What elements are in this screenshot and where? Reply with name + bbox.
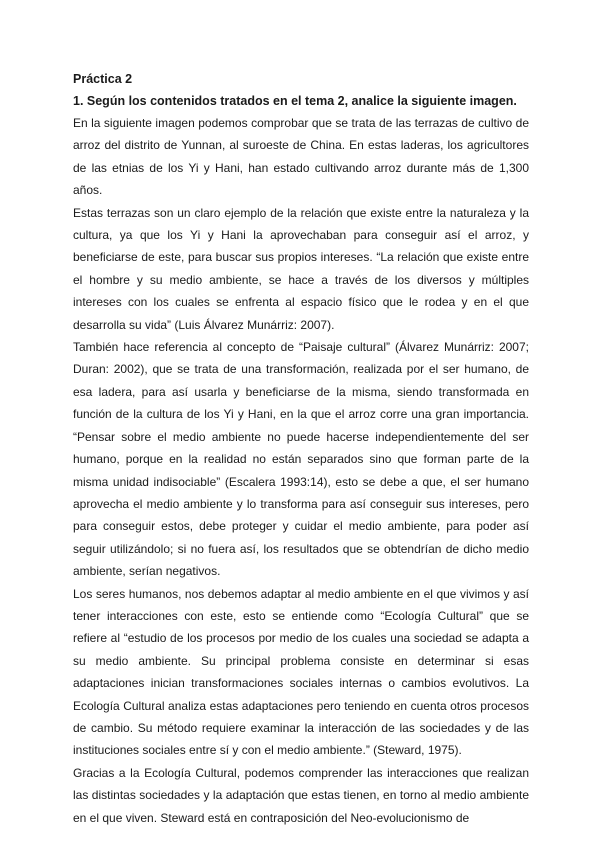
paragraph-terraces-intro: En la siguiente imagen podemos comprobar que se trata de las terrazas de cultivo de arroz del distrito de Yunnan, al suroeste de China. En estas laderas, los agricultores de las etnias de los Yi y Hani, han estado cultivando arroz durante más de 1,300 años. — [73, 116, 529, 198]
paragraph-cultural-ecology: Los seres humanos, nos debemos adaptar al medio ambiente en el que vivimos y así tener interacciones con este, esto se entiende como “Ecología Cultural” que se refiere al “estudio de los procesos por medio de los cuales una sociedad se adapta a su medio ambiente. Su principal problema consiste en determinar si esas adaptaciones inician transformaciones sociales internas o cambios evolutivos. La Ecología Cultural analiza estas adaptaciones pero teniendo en cuenta otros procesos de cambio. Su método requiere examinar la interacción de las sociedades y de las instituciones sociales entre sí y con el medio ambiente.” (Steward, 1975). — [73, 586, 529, 758]
paragraph-nature-culture: Estas terrazas son un claro ejemplo de la relación que existe entre la naturaleza y la cultura, ya que los Yi y Hani la aprovechaban para conseguir así el arroz, y beneficiarse de este, para buscar sus propios intereses. “La relación que existe entre el hombre y su medio ambiente, se hace a través de los diversos y múltiples intereses con los cuales se enfrenta al espacio físico que le rodea y en el que desarrolla su vida” (Luis Álvarez Munárriz: 2007). — [73, 205, 529, 332]
paragraph-cultural-landscape: También hace referencia al concepto de “Paisaje cultural” (Álvarez Munárriz: 2007; Duran: 2002), que se trata de una transformación, realizada por el ser humano, de esa ladera, para así usarla y beneficiarse de la misma, siendo transformada en función de la cultura de los Yi y Hani, en la que el arroz corre una gran importancia. “Pensar sobre el medio ambiente no puede hacerse independientemente del ser humano, porque en la realidad no están separados sino que forman parte de la misma unidad indisociable” (Escalera 1993:14), esto se debe a que, el ser humano aprovecha el medio ambiente y lo transforma para así conseguir sus intereses, pero para conseguir estos, debe proteger y cuidar el medio ambiente, para poder así seguir utilizándolo; si no fuera así, los resultados que se obtendrían de dicho medio ambiente, serían negativos. — [73, 340, 529, 579]
question-heading: 1. Según los contenidos tratados en el tema 2, analice la siguiente imagen. — [73, 94, 517, 108]
practice-title: Práctica 2 — [73, 72, 133, 86]
document-page — [73, 68, 529, 829]
paragraph-steward: Gracias a la Ecología Cultural, podemos comprender las interacciones que realizan las distintas sociedades y la adaptación que estas tienen, en torno al medio ambiente en el que viven. Steward está en contraposición del Neo-evolucionismo de — [73, 765, 529, 825]
